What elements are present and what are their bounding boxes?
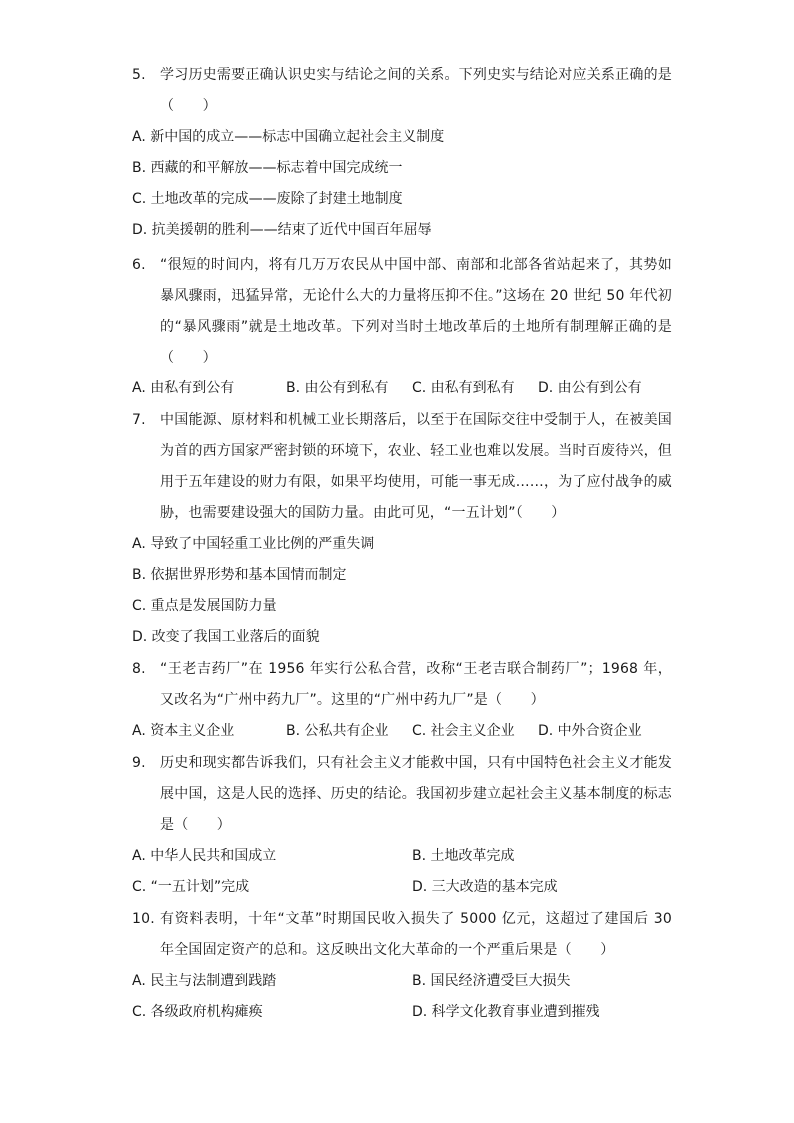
question-6 (132, 250, 672, 374)
question-number: 5. (132, 67, 146, 83)
option-c: C. 土地改革的完成——废除了封建土地制度 (132, 191, 403, 207)
option-a: A. 资本主义企业 (132, 723, 235, 739)
question-stem: 有资料表明，十年“文革”时期国民收入损失了 5000 亿元，这超过了建国后 30 年全国固定资产的总和。这反映出文化大革命的一个严重后果是（ ） (160, 911, 672, 958)
question-number: 8. (132, 661, 146, 677)
option-d: D. 中外合资企业 (538, 723, 642, 739)
option-b: B. 西藏的和平解放——标志着中国完成统一 (132, 160, 403, 176)
option-d: D. 抗美援朝的胜利——结束了近代中国百年屈辱 (132, 222, 432, 238)
question-5 (132, 60, 672, 122)
option-a: A. 民主与法制遭到践踏 (132, 973, 277, 989)
question-number: 6. (132, 257, 146, 273)
question-stem: “王老吉药厂”在 1956 年实行公私合营，改称“王老吉联合制药厂”；1968 年，又改名为“广州中药九厂”。这里的“广州中药九厂”是（ ） (160, 661, 672, 708)
option-c: C. 重点是发展国防力量 (132, 598, 277, 614)
option-a: A. 由私有到公有 (132, 380, 235, 396)
option-b: B. 国民经济遭受巨大损失 (412, 973, 571, 989)
option-c: C. 社会主义企业 (412, 723, 515, 739)
option-d: D. 由公有到公有 (538, 380, 642, 396)
option-d: D. 三大改造的基本完成 (412, 879, 558, 895)
option-b: B. 依据世界形势和基本国情而制定 (132, 567, 347, 583)
question-number: 10. (132, 911, 155, 927)
question-number: 9. (132, 755, 146, 771)
question-9 (132, 748, 672, 841)
option-c: C. 各级政府机构瘫痪 (132, 1004, 263, 1020)
question-stem: 中国能源、原材料和机械工业长期落后，以至于在国际交往中受制于人，在被美国为首的西方国家严密封锁的环境下，农业、轻工业也难以发展。当时百废待兴，但用于五年建设的财力有限，如果平均使用，可能一事无成……，为了应付战争的威胁，也需要建设强大的国防力量。由此可见，“一五计划”（ ） (160, 412, 672, 521)
question-stem: “很短的时间内，将有几万万农民从中国中部、南部和北部各省站起来了，其势如暴风骤雨，迅猛异常，无论什么大的力量将压抑不住。”这场在 20 世纪 50 年代初的“暴风骤雨”就是土地改革。下列对当时土地改革后的土地所有制理解正确的是（ ） (160, 257, 672, 366)
question-stem: 历史和现实都告诉我们，只有社会主义才能救中国，只有中国特色社会主义才能发展中国，这是人民的选择、历史的结论。我国初步建立起社会主义基本制度的标志是（ ） (160, 755, 672, 833)
option-b: B. 公私共有企业 (286, 723, 389, 739)
question-stem: 学习历史需要正确认识史实与结论之间的关系。下列史实与结论对应关系正确的是（ ） (160, 67, 672, 114)
question-8 (132, 654, 672, 716)
option-a: A. 中华人民共和国成立 (132, 848, 277, 864)
option-d: D. 科学文化教育事业遭到摧残 (412, 1004, 600, 1020)
question-10 (132, 904, 672, 966)
option-d: D. 改变了我国工业落后的面貌 (132, 629, 320, 645)
option-b: B. 由公有到私有 (286, 380, 389, 396)
question-number: 7. (132, 412, 146, 428)
option-c: C. “一五计划”完成 (132, 879, 250, 895)
option-c: C. 由私有到私有 (412, 380, 515, 396)
option-b: B. 土地改革完成 (412, 848, 515, 864)
option-a: A. 导致了中国轻重工业比例的严重失调 (132, 536, 375, 552)
question-7 (132, 405, 672, 529)
option-a: A. 新中国的成立——标志中国确立起社会主义制度 (132, 129, 445, 145)
